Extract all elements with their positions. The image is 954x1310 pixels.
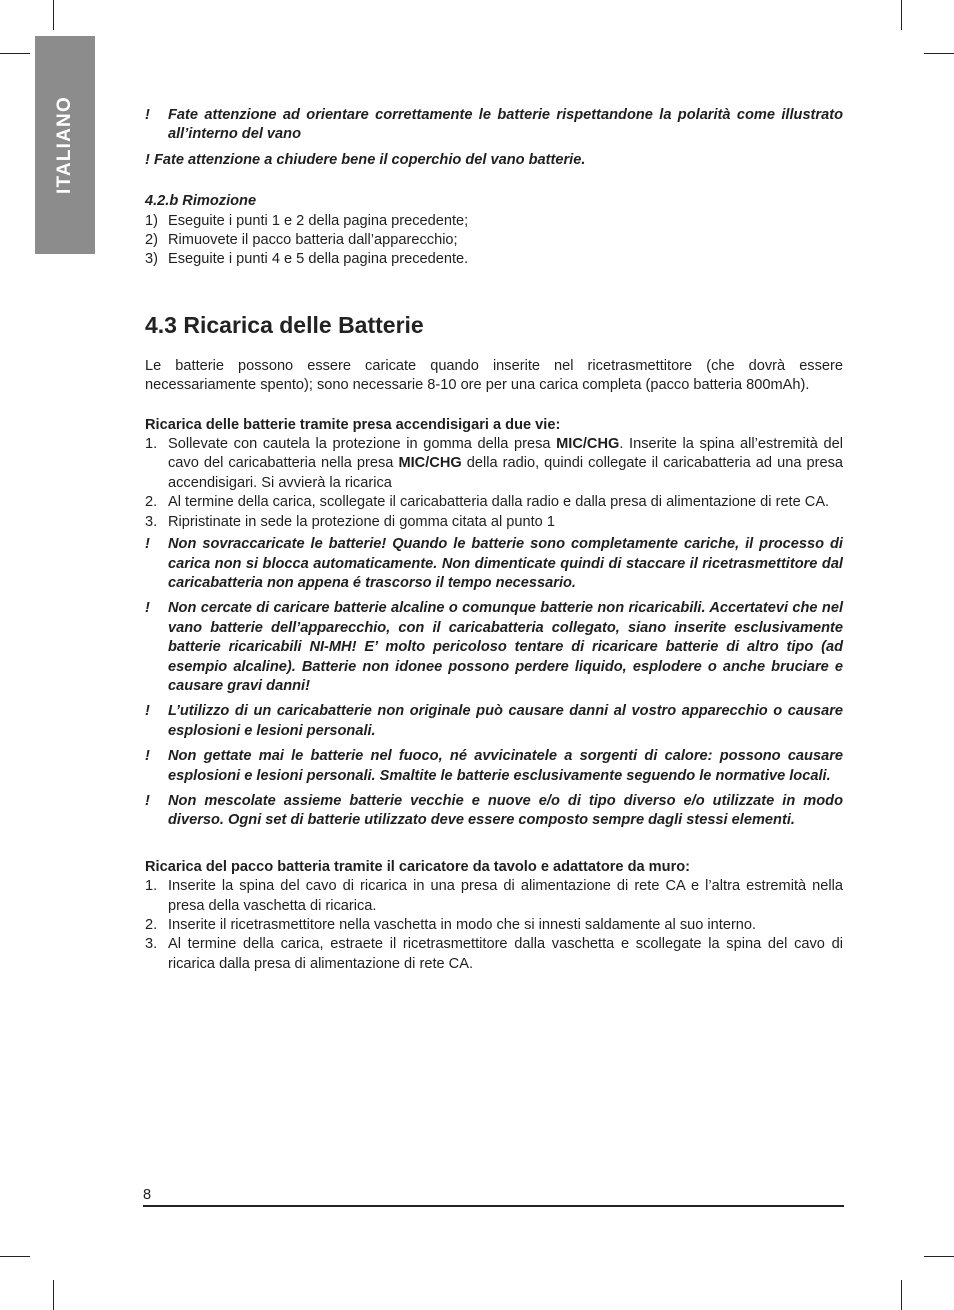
warning-item	[145, 535, 843, 593]
warning-text: Non mescolate assieme batterie vecchie e nuove e/o di tipo diverso e/o utilizzate in modo diverso. Ogni set di batterie utilizzato deve essere composto sempre dagli stessi elementi.	[168, 792, 843, 829]
crop-mark	[0, 1256, 30, 1257]
language-side-tab	[35, 36, 95, 254]
crop-mark	[901, 0, 902, 30]
connector-name: MIC/CHG	[398, 455, 462, 472]
step-text: Rimuovete il pacco batteria dall’apparecchio;	[168, 232, 458, 249]
list-item	[145, 877, 843, 916]
crop-mark	[53, 0, 54, 30]
crop-mark	[924, 53, 954, 54]
step-text: Al termine della carica, scollegate il caricabatteria dalla radio e dalla presa di alimentazione di rete CA.	[168, 494, 830, 511]
step-number: 2)	[145, 232, 158, 249]
language-label: ITALIANO	[54, 96, 75, 194]
note-text: Fate attenzione a chiudere bene il coperchio del vano batterie.	[153, 151, 586, 168]
warning-mark: !	[145, 748, 150, 765]
list-item	[145, 212, 843, 231]
crop-mark	[924, 1256, 954, 1257]
warning-item	[145, 747, 843, 786]
step-number: 3.	[145, 936, 158, 953]
step-number: 2.	[145, 494, 158, 511]
section-title: 4.3 Ricarica delle Batterie	[145, 311, 424, 338]
step-number: 1.	[145, 878, 158, 895]
connector-name: MIC/CHG	[556, 436, 620, 453]
desk-charging-heading: Ricarica del pacco batteria tramite il caricatore da tavolo e adattatore da muro:	[145, 858, 691, 875]
note-polarity	[145, 106, 843, 145]
removal-heading: 4.2.b Rimozione	[145, 193, 257, 210]
list-item	[145, 916, 843, 935]
step-number: 2.	[145, 917, 158, 933]
list-item	[145, 493, 843, 512]
note-mark: !	[145, 151, 150, 168]
warning-item	[145, 702, 843, 741]
list-item	[145, 513, 843, 532]
warning-mark: !	[145, 600, 150, 617]
page-content	[145, 106, 843, 974]
warning-item	[145, 792, 843, 831]
note-mark: !	[145, 107, 150, 123]
warning-text: Non gettate mai le batterie nel fuoco, né avvicinatele a sorgenti di calore: possono causare esplosioni e lesioni personali. Smaltite le batterie esclusivamente seguendo le normative locali.	[168, 748, 843, 784]
step-text: Eseguite i punti 4 e 5 della pagina precedente.	[168, 251, 469, 268]
step-text: Al termine della carica, estraete il ricetrasmettitore dalla vaschetta e scollegate la spina del cavo di ricarica dalla presa di alimentazione di rete CA.	[168, 936, 843, 972]
note-text: Fate attenzione ad orientare correttamente le batterie rispettandone la polarità come illustrato all’interno del vano	[168, 107, 843, 143]
page-number: 8	[143, 1187, 152, 1203]
list-item	[145, 250, 843, 269]
step-text: Inserite la spina del cavo di ricarica in una presa di alimentazione di rete CA e l’altra estremità nella presa della vaschetta di ricarica.	[168, 878, 843, 914]
warning-mark: !	[145, 792, 150, 809]
warning-text: Non cercate di caricare batterie alcaline o comunque batterie non ricaricabili. Accertatevi che nel vano batterie dell’apparecchio, con il caricabatteria collegato, siano inserite esclusivamente batterie ricaricabili NI-MH! E’ molto pericoloso tentare di ricaricare batterie di altro tipo (ad esempio alcaline). Batterie non idonee possono perdere liquido, esplodere o anche bruciare e causare gravi danni!	[168, 600, 843, 694]
crop-mark	[0, 53, 30, 54]
list-item	[145, 935, 843, 974]
step-number: 1)	[145, 212, 158, 229]
warning-item	[145, 599, 843, 696]
step-text: . Inserite la spina all’estremità del cavo del caricabatteria nella presa	[168, 436, 843, 472]
footer-rule	[143, 1205, 844, 1207]
warning-mark: !	[145, 703, 150, 720]
car-charging-heading: Ricarica delle batterie tramite presa accendisigari a due vie:	[145, 416, 561, 433]
step-number: 3)	[145, 251, 158, 268]
warning-text: Non sovraccaricate le batterie! Quando le batterie sono completamente cariche, il processo di carica non si blocca automaticamente. Non dimenticate quindi di staccare il ricetrasmettitore dal caricabatteria non appena é trascorso il tempo necessario.	[168, 536, 843, 591]
warning-text: L’utilizzo di un caricabatterie non originale può causare danni al vostro apparecchio o causare esplosioni e lesioni personali.	[168, 703, 843, 739]
note-cover	[145, 151, 843, 170]
step-number: 1.	[145, 436, 158, 453]
step-text: Inserite il ricetrasmettitore nella vaschetta in modo che si innesti saldamente al suo interno.	[168, 917, 757, 933]
list-item	[145, 435, 843, 493]
crop-mark	[53, 1280, 54, 1310]
crop-mark	[901, 1280, 902, 1310]
removal-steps	[145, 212, 843, 270]
step-text: della radio, quindi collegate il caricabatteria ad una presa accendisigari. Si avvierà la ricarica	[168, 455, 843, 491]
section-intro: Le batterie possono essere caricate quando inserite nel ricetrasmettitore (che dovrà essere necessariamente spento); sono necessarie 8-10 ore per una carica completa (pacco batteria 800mAh).	[145, 357, 843, 394]
step-text: Sollevate con cautela la protezione in gomma della presa	[168, 436, 557, 453]
step-number: 3.	[145, 513, 158, 530]
warning-mark: !	[145, 536, 150, 553]
list-item	[145, 231, 843, 250]
step-text: Ripristinate in sede la protezione di gomma citata al punto 1	[168, 513, 555, 530]
step-text: Eseguite i punti 1 e 2 della pagina precedente;	[168, 212, 469, 229]
